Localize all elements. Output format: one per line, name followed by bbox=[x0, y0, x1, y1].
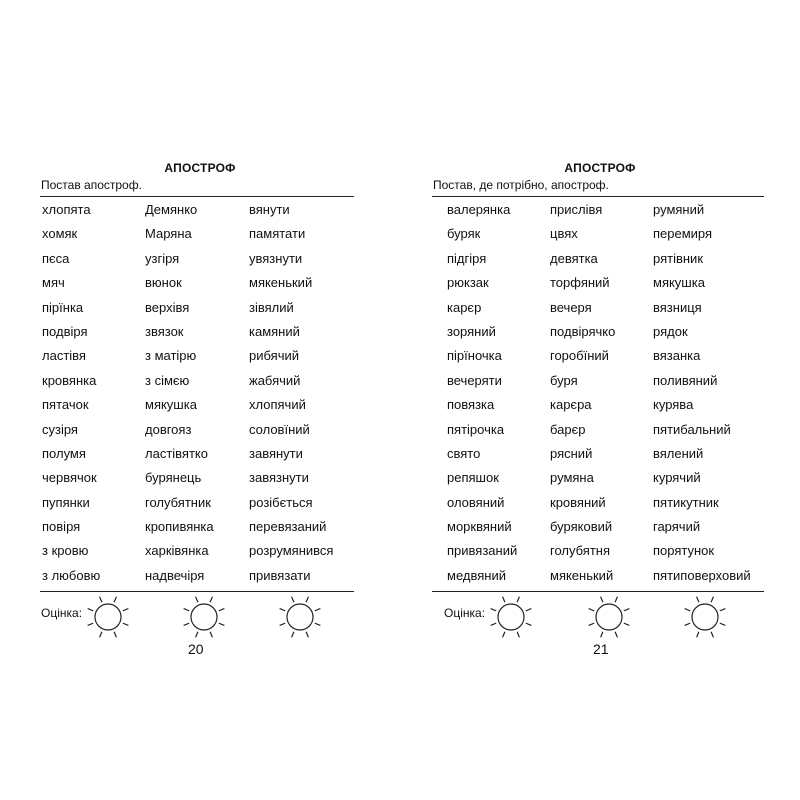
list-item: вечеря bbox=[550, 299, 592, 315]
list-item: вялений bbox=[653, 445, 704, 461]
list-item: валерянка bbox=[447, 202, 511, 217]
list-item: повязка bbox=[447, 397, 495, 413]
list-item: верхівя bbox=[145, 299, 190, 315]
footer-divider bbox=[40, 591, 354, 592]
list-item: репяшок bbox=[447, 470, 499, 486]
list-item: буря bbox=[550, 372, 578, 388]
list-item: медвяний bbox=[447, 567, 506, 583]
sun-icon[interactable] bbox=[276, 593, 324, 641]
list-item: памятати bbox=[249, 226, 306, 242]
list-item: барєр bbox=[550, 421, 586, 437]
list-item: завянути bbox=[249, 445, 303, 461]
list-item: торфяний bbox=[550, 275, 610, 291]
list-item: буряковий bbox=[550, 519, 613, 535]
list-item: Маряна bbox=[145, 226, 192, 242]
list-item: сузіря bbox=[42, 421, 78, 437]
header-divider bbox=[40, 196, 354, 197]
list-item: горобїний bbox=[550, 348, 609, 364]
list-item: привязати bbox=[249, 567, 311, 583]
list-item: мякушка bbox=[145, 397, 197, 413]
list-item: голубятник bbox=[145, 494, 211, 510]
sun-icon[interactable] bbox=[681, 593, 729, 641]
list-item: подвіря bbox=[42, 323, 88, 339]
page-number: 20 bbox=[188, 641, 204, 657]
list-item: повіря bbox=[42, 519, 81, 535]
list-item: карєра bbox=[550, 397, 592, 413]
list-item: перемиря bbox=[653, 226, 713, 242]
list-item: підгіря bbox=[447, 250, 487, 266]
list-item: мякенький bbox=[550, 567, 614, 583]
page-title: АПОСТРОФ bbox=[564, 161, 636, 175]
list-item: зівялий bbox=[249, 299, 294, 315]
list-item: ластівя bbox=[42, 348, 86, 364]
list-item: вечеряти bbox=[447, 372, 502, 388]
list-item: перевязаний bbox=[249, 519, 327, 535]
list-item: мяч bbox=[42, 275, 65, 291]
list-item: рибячий bbox=[249, 348, 299, 364]
grade-label: Оцінка: bbox=[444, 606, 486, 620]
list-item: девятка bbox=[550, 250, 598, 266]
list-item: вянути bbox=[249, 202, 290, 217]
list-item: Демянко bbox=[145, 202, 198, 217]
list-item: свято bbox=[447, 445, 481, 461]
list-item: оловяний bbox=[447, 494, 505, 510]
list-item: цвях bbox=[550, 226, 578, 242]
list-item: зоряний bbox=[447, 323, 496, 339]
list-item: бурянець bbox=[145, 470, 202, 486]
list-item: пятірочка bbox=[447, 421, 505, 437]
word-column-3 bbox=[653, 200, 763, 590]
instruction-text: Постав апостроф. bbox=[41, 178, 142, 192]
list-item: з кровю bbox=[42, 543, 89, 559]
sun-icon[interactable] bbox=[487, 593, 535, 641]
list-item: рятівник bbox=[653, 250, 704, 266]
list-item: хомяк bbox=[42, 226, 78, 242]
list-item: румяний bbox=[653, 202, 705, 217]
list-item: харківянка bbox=[145, 543, 209, 559]
word-column-1 bbox=[447, 200, 557, 590]
list-item: пятикутник bbox=[653, 494, 719, 510]
word-column-2 bbox=[550, 200, 660, 590]
list-item: надвечіря bbox=[145, 567, 205, 583]
word-column-1 bbox=[42, 200, 152, 590]
list-item: курява bbox=[653, 397, 694, 413]
list-item: завязнути bbox=[249, 470, 309, 486]
list-item: з сімєю bbox=[145, 372, 190, 388]
list-item: пятибальний bbox=[653, 421, 731, 437]
list-item: мякушка bbox=[653, 275, 705, 291]
list-item: пятачок bbox=[42, 397, 89, 413]
list-item: пупянки bbox=[42, 494, 90, 510]
page-title: АПОСТРОФ bbox=[164, 161, 236, 175]
list-item: голубятня bbox=[550, 543, 611, 559]
right-page bbox=[400, 0, 800, 800]
list-item: прислівя bbox=[550, 202, 603, 217]
list-item: кропивянка bbox=[145, 519, 214, 535]
list-item: узгіря bbox=[145, 250, 180, 266]
list-item: хлопята bbox=[42, 202, 91, 217]
list-item: пірїнка bbox=[42, 299, 84, 315]
sun-icon[interactable] bbox=[585, 593, 633, 641]
list-item: мякенький bbox=[249, 275, 313, 291]
sun-icon[interactable] bbox=[180, 593, 228, 641]
list-item: розрумянився bbox=[249, 543, 334, 559]
list-item: з любовю bbox=[42, 567, 101, 583]
list-item: кровяний bbox=[550, 494, 606, 510]
list-item: соловїний bbox=[249, 421, 310, 437]
list-item: пєса bbox=[42, 250, 70, 266]
list-item: довгояз bbox=[145, 421, 192, 437]
instruction-text: Постав, де потрібно, апостроф. bbox=[433, 178, 609, 192]
list-item: пятиповерховий bbox=[653, 567, 751, 583]
list-item: рядок bbox=[653, 323, 688, 339]
list-item: звязок bbox=[145, 323, 184, 339]
word-column-3 bbox=[249, 200, 359, 590]
list-item: жабячий bbox=[249, 372, 301, 388]
list-item: хлопячий bbox=[249, 397, 306, 413]
page-number: 21 bbox=[593, 641, 609, 657]
list-item: румяна bbox=[550, 470, 594, 486]
sun-icon[interactable] bbox=[84, 593, 132, 641]
list-item: вязанка bbox=[653, 348, 701, 364]
list-item: вюнок bbox=[145, 275, 182, 291]
list-item: ластівятко bbox=[145, 445, 208, 461]
list-item: карєр bbox=[447, 299, 482, 315]
grade-label: Оцінка: bbox=[41, 606, 83, 620]
list-item: кровянка bbox=[42, 372, 97, 388]
list-item: полумя bbox=[42, 445, 86, 461]
header-divider bbox=[432, 196, 764, 197]
list-item: червячок bbox=[42, 470, 97, 486]
list-item: порятунок bbox=[653, 543, 715, 559]
list-item: подвірячко bbox=[550, 323, 616, 339]
list-item: курячий bbox=[653, 470, 701, 486]
list-item: привязаний bbox=[447, 543, 518, 559]
list-item: розібється bbox=[249, 494, 313, 510]
list-item: з матірю bbox=[145, 348, 197, 364]
list-item: камяний bbox=[249, 323, 300, 339]
list-item: поливяний bbox=[653, 372, 718, 388]
list-item: увязнути bbox=[249, 250, 303, 266]
list-item: вязниця bbox=[653, 299, 702, 315]
word-column-2 bbox=[145, 200, 255, 590]
list-item: рюкзак bbox=[447, 275, 489, 291]
list-item: рясний bbox=[550, 445, 593, 461]
footer-divider bbox=[432, 591, 764, 592]
list-item: морквяний bbox=[447, 519, 512, 535]
list-item: пірїночка bbox=[447, 348, 502, 364]
list-item: гарячий bbox=[653, 519, 701, 535]
list-item: буряк bbox=[447, 226, 481, 242]
